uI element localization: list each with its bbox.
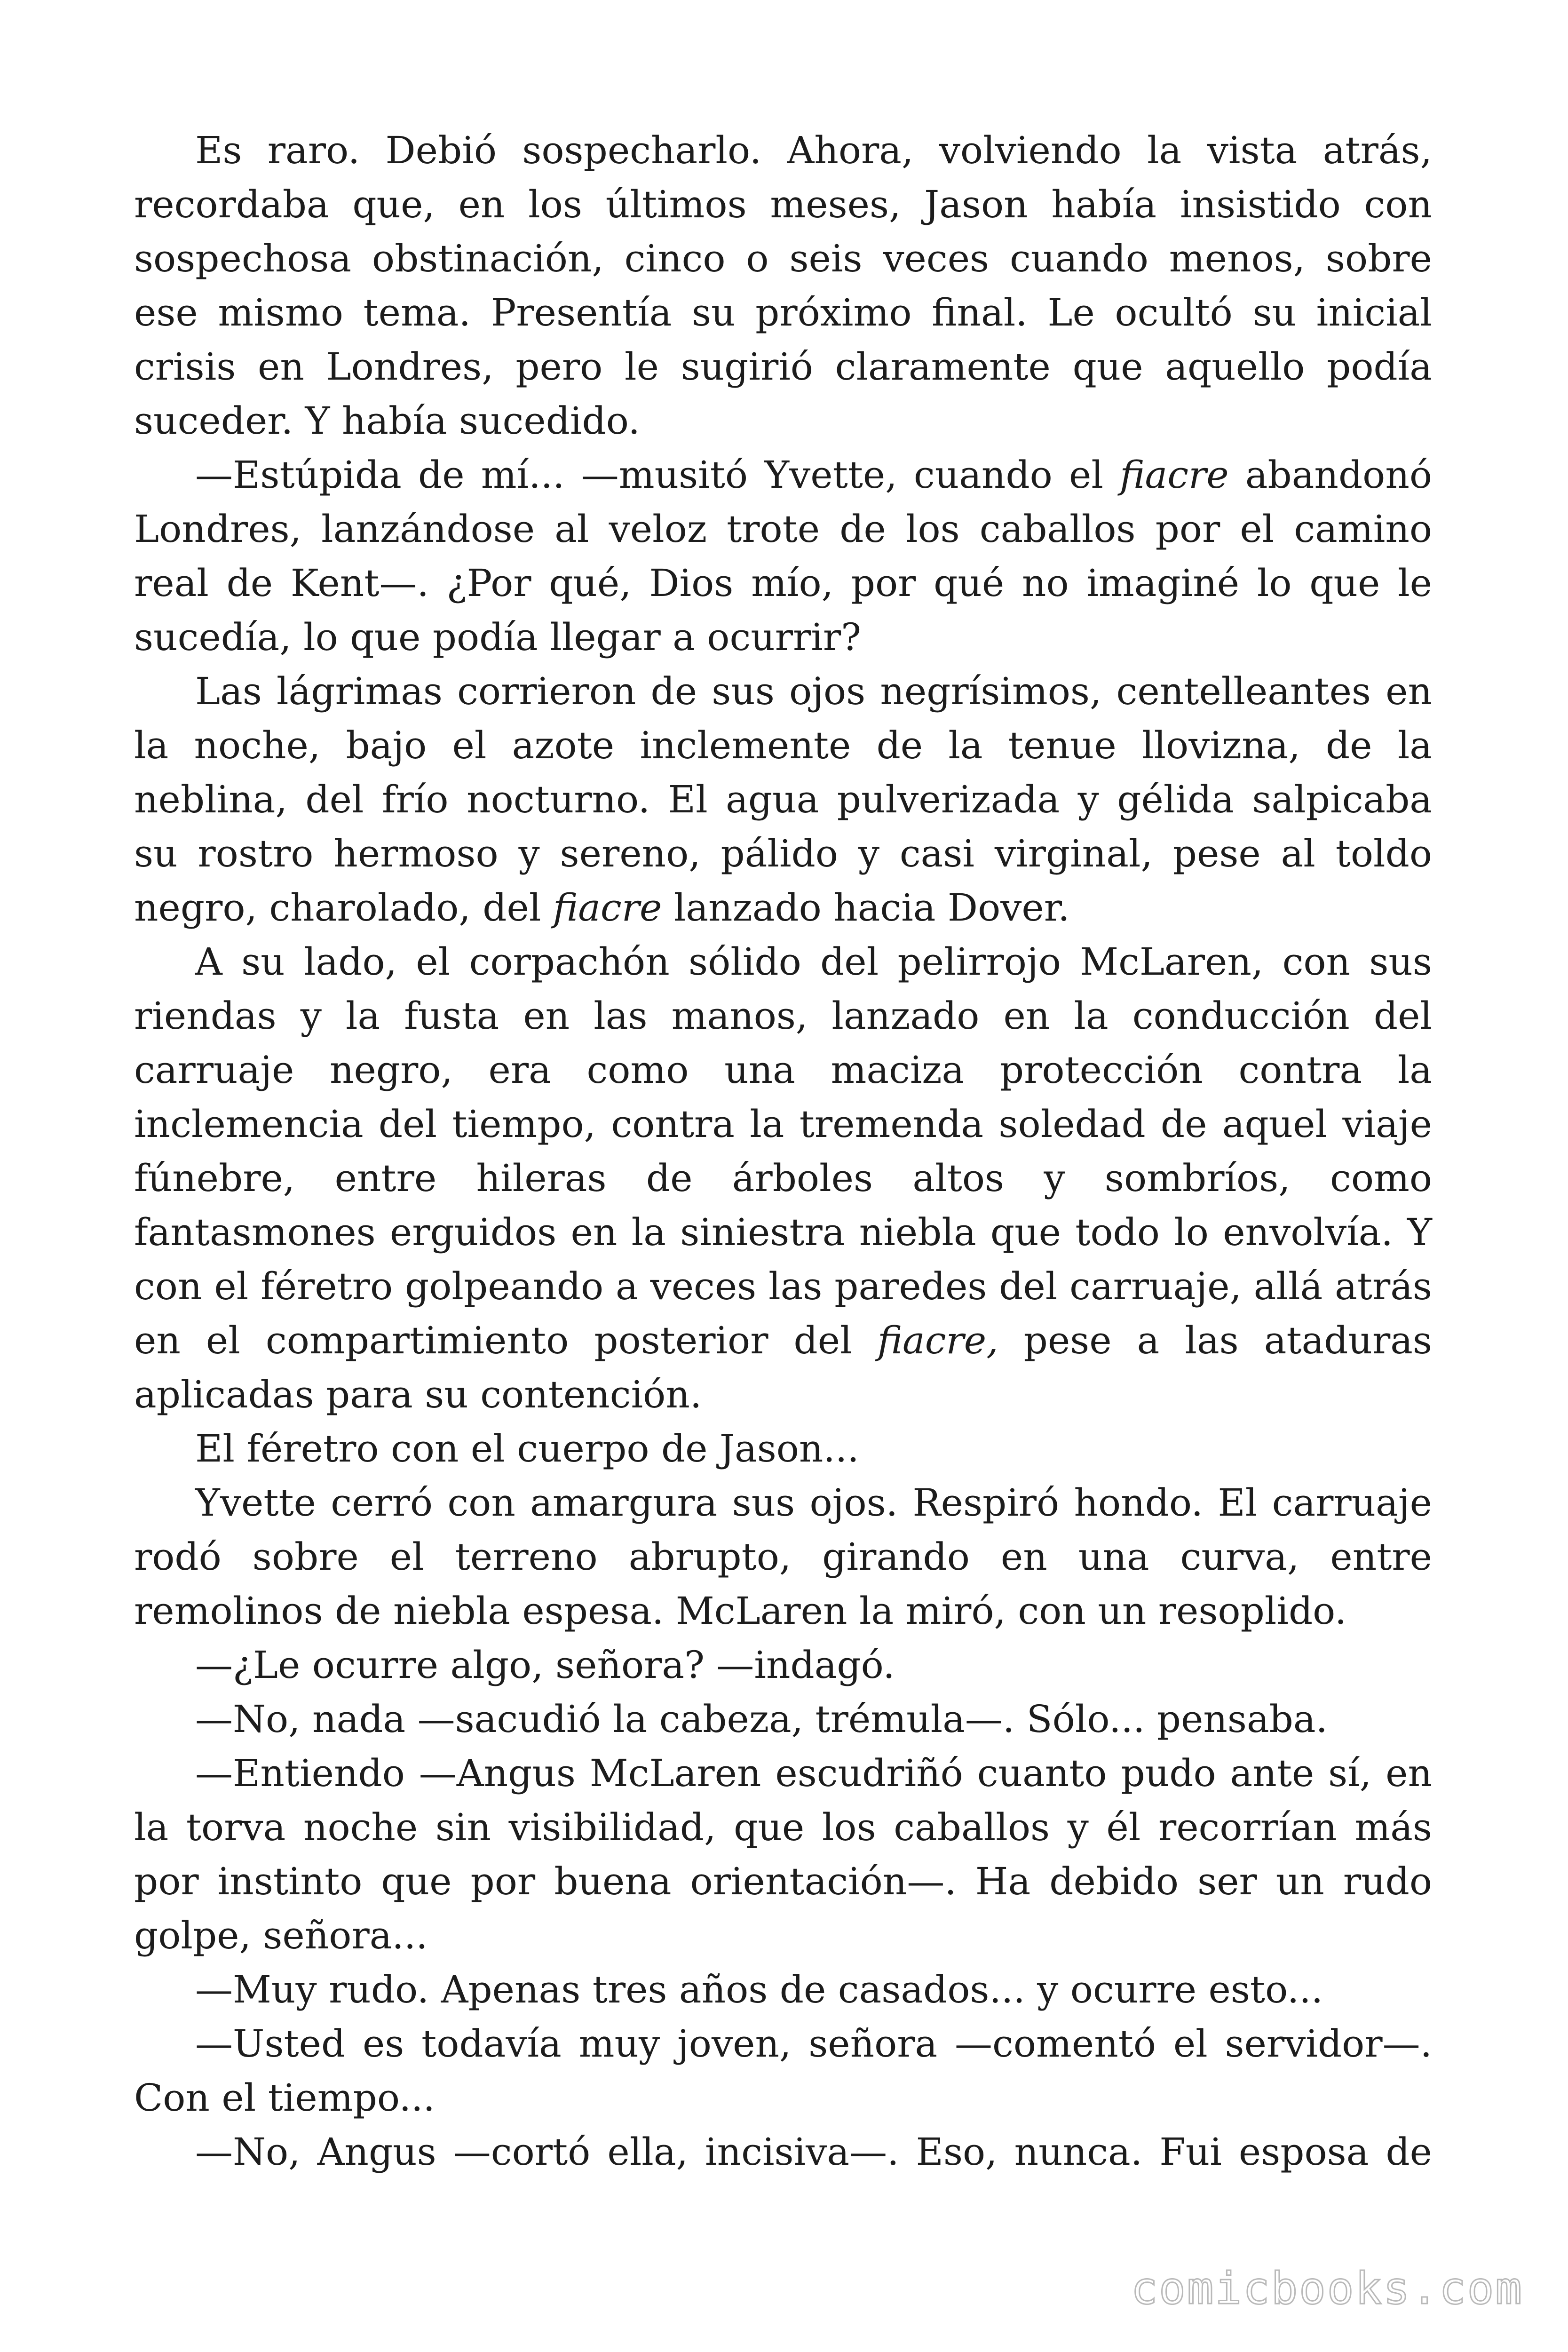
text-run: A su lado, el corpachón sólido del pelirrojo McLaren, con sus riendas y la fusta en las manos, lanzado en la conducción del carruaje negro, era como una maciza protección contra la inclemencia del tiempo, contra la tremenda soledad de aquel viaje fúnebre, entre hileras de árboles altos y sombríos, como fantasmones erguidos en la siniestra niebla que todo lo envolvía. Y con el féretro golpeando a veces las paredes del carruaje, allá atrás en el compartimiento posterior del bbox=[134, 940, 1432, 1362]
paragraph bbox=[134, 2017, 1432, 2125]
text-run: Yvette cerró con amargura sus ojos. Respiró hondo. El carruaje rodó sobre el terreno abrupto, girando en una curva, entre remolinos de niebla espesa. McLaren la miró, con un resoplido. bbox=[134, 1481, 1432, 1633]
paragraph bbox=[134, 2125, 1432, 2179]
paragraph bbox=[134, 1638, 1432, 1692]
paragraph bbox=[134, 664, 1432, 935]
text-run: —¿Le ocurre algo, señora? —indagó. bbox=[195, 1643, 895, 1687]
paragraph bbox=[134, 1963, 1432, 2017]
italic-text: fiacre bbox=[553, 886, 662, 930]
paragraph bbox=[134, 935, 1432, 1422]
paragraph bbox=[134, 1476, 1432, 1638]
text-run: El féretro con el cuerpo de Jason... bbox=[195, 1427, 859, 1470]
italic-text: fiacre, bbox=[877, 1319, 998, 1362]
body-text bbox=[134, 123, 1432, 2179]
watermark: comicbooks.com bbox=[1131, 2263, 1523, 2314]
text-run: Las lágrimas corrieron de sus ojos negrísimos, centelleantes en la noche, bajo el azote inclemente de la tenue llovizna, de la neblina, del frío nocturno. El agua pulverizada y gélida salpicaba su rostro hermoso y sereno, pálido y casi virginal, pese al toldo negro, charolado, del bbox=[134, 669, 1432, 930]
paragraph bbox=[134, 1422, 1432, 1476]
paragraph bbox=[134, 1746, 1432, 1963]
text-run: —Usted es todavía muy joven, señora —comentó el servidor—. Con el tiempo... bbox=[134, 2022, 1432, 2120]
text-run: lanzado hacia Dover. bbox=[662, 886, 1070, 930]
text-run: Es raro. Debió sospecharlo. Ahora, volviendo la vista atrás, recordaba que, en los últimos meses, Jason había insistido con sospechosa obstinación, cinco o seis veces cuando menos, sobre ese mismo tema. Presentía su próximo final. Le ocultó su inicial crisis en Londres, pero le sugirió claramente que aquello podía suceder. Y había sucedido. bbox=[134, 128, 1432, 443]
paragraph bbox=[134, 1692, 1432, 1746]
text-run: —Entiendo —Angus McLaren escudriñó cuanto pudo ante sí, en la torva noche sin visibilidad, que los caballos y él recorrían más por instinto que por buena orientación—. Ha debido ser un rudo golpe, señora... bbox=[134, 1751, 1432, 1957]
paragraph bbox=[134, 448, 1432, 664]
text-run: pese a las ataduras aplicadas para su contención. bbox=[134, 1319, 1433, 1416]
paragraph bbox=[134, 123, 1432, 448]
italic-text: fiacre bbox=[1120, 453, 1229, 497]
text-run: —Muy rudo. Apenas tres años de casados... y ocurre esto... bbox=[195, 1968, 1323, 2011]
text-run: —Estúpida de mí... —musitó Yvette, cuando el bbox=[195, 453, 1120, 497]
text-run: —No, nada —sacudió la cabeza, trémula—. Sólo... pensaba. bbox=[195, 1697, 1328, 1741]
text-run: —No, Angus —cortó ella, incisiva—. Eso, nunca. Fui esposa de bbox=[195, 2130, 1432, 2174]
text-run: abandonó Londres, lanzándose al veloz trote de los caballos por el camino real de Kent—. ¿Por qué, Dios mío, por qué no imaginé lo que le sucedía, lo que podía llegar a ocurrir? bbox=[134, 453, 1432, 659]
